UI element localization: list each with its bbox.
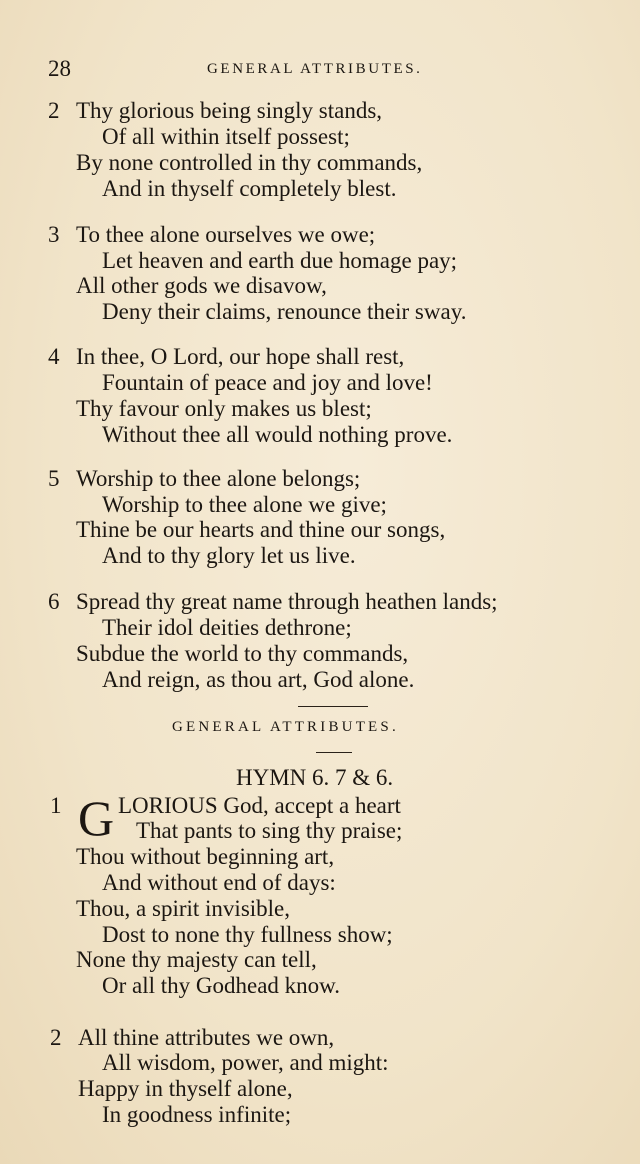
hymn-line: Deny their claims, renounce their sway. [102,299,467,324]
hymn-line: Happy in thyself alone, [78,1076,293,1101]
stanza-number: 4 [48,344,60,369]
hymn-line: Worship to thee alone belongs; [76,466,361,491]
stanza-number: 1 [50,793,62,818]
stanza-number: 2 [50,1025,62,1050]
hymn-line: Worship to thee alone we give; [102,492,387,517]
hymn-line: All other gods we disavow, [76,273,327,298]
divider-rule [316,752,352,753]
hymn-line: All wisdom, power, and might: [102,1050,389,1075]
stanza-number: 5 [48,466,60,491]
running-title: GENERAL ATTRIBUTES. [207,61,423,77]
hymn-line: And without end of days: [102,870,336,895]
hymn-line: In thee, O Lord, our hope shall rest, [76,344,405,369]
section-title: GENERAL ATTRIBUTES. [172,719,399,735]
hymn-line: To thee alone ourselves we owe; [76,222,376,247]
hymn-line: And to thy glory let us live. [102,543,356,568]
hymn-line: Thy glorious being singly stands, [76,98,383,123]
hymn-line: By none controlled in thy commands, [76,150,423,175]
hymn-line: Thine be our hearts and thine our songs, [76,517,446,542]
hymn-line: Fountain of peace and joy and love! [102,370,433,395]
running-head [44,56,484,86]
hymn-line: Spread thy great name through heathen lands; [76,589,498,614]
hymn-line: And reign, as thou art, God alone. [102,667,415,692]
hymn-line: Thou without beginning art, [76,844,335,869]
stanza-number: 2 [48,98,60,123]
hymn-line: And in thyself completely blest. [102,176,397,201]
hymn-line: Without thee all would nothing prove. [102,422,453,447]
hymn-line: Or all thy Godhead know. [102,973,341,998]
hymn-line: Let heaven and earth due homage pay; [102,248,458,273]
hymn-line: LORIOUS God, accept a heart [118,793,401,818]
drop-cap: G [78,790,115,846]
stanza-number: 6 [48,589,60,614]
hymn-line: Thy favour only makes us blest; [76,396,372,421]
hymn-line: In goodness infinite; [102,1102,292,1127]
page-number: 28 [48,56,71,81]
stanza-number: 3 [48,222,60,247]
hymn-line: Dost to none thy fullness show; [102,922,393,947]
hymn-line: All thine attributes we own, [78,1025,335,1050]
hymn-line: Thou, a spirit invisible, [76,896,291,921]
hymn-line: That pants to sing thy praise; [136,818,403,843]
hymn-line: Their idol deities dethrone; [102,615,352,640]
hymn-line: Subdue the world to thy commands, [76,641,409,666]
hymn-heading: HYMN 6. 7 & 6. [236,765,394,790]
divider-rule [298,706,368,707]
hymn-line: None thy majesty can tell, [76,947,317,972]
hymn-line: Of all within itself possest; [102,124,350,149]
